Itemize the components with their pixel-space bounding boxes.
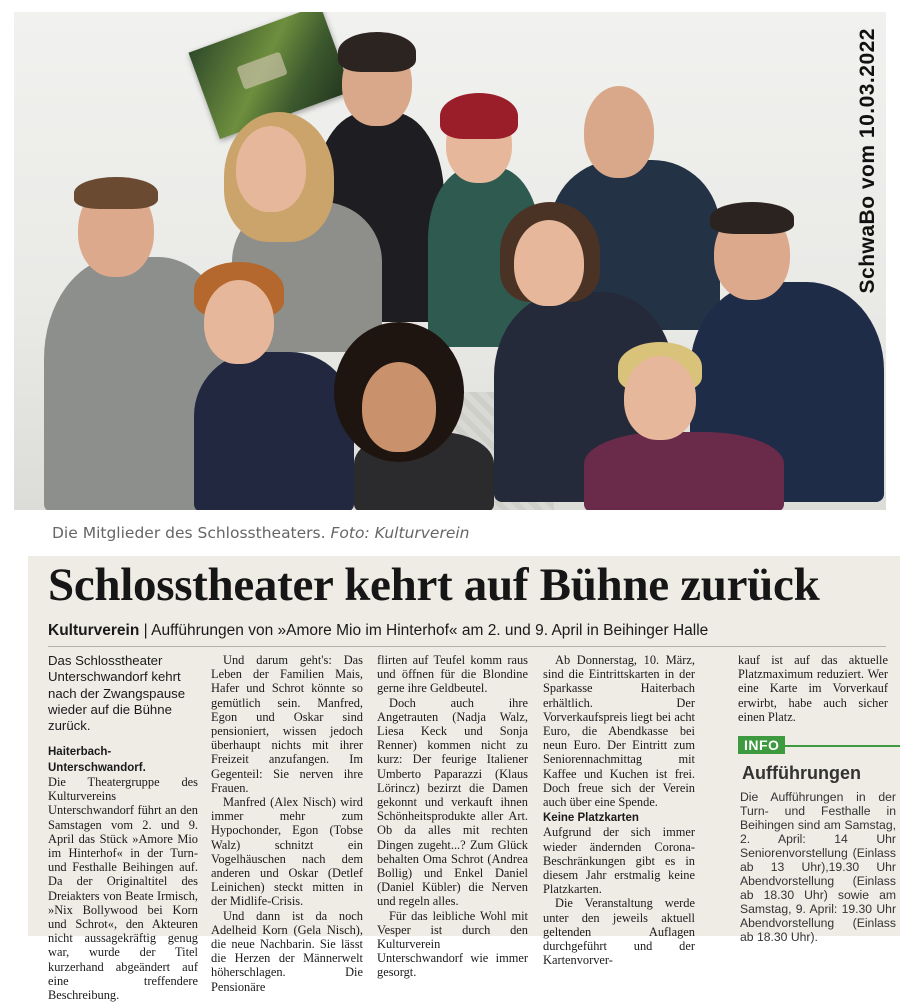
kicker-rule <box>48 646 886 647</box>
subtitle: Aufführungen von »Amore Mio im Hinterhof« am 2. und 9. April in Beihinger Halle <box>151 622 709 639</box>
column-4 <box>543 653 695 967</box>
col2-paragraph-1: Und darum geht's: Das Leben der Familien Mais, Hafer und Schrot könnte so gemütlich sein. Manfred, Egon und Oskar sind pensioniert, wissen jedoch überhaupt nichts mit ihrer Freizeit anzufangen. Im Gegenteil: Sie nerven ihre Frauen. <box>211 653 363 795</box>
info-heading: Aufführungen <box>742 763 861 783</box>
col4-paragraph-3: Die Veranstaltung werde unter den jeweils aktuell geltenden Auflagen durchgeführt und der Kartenvorver- <box>543 896 695 968</box>
info-tag: INFO <box>738 736 785 754</box>
dateline: Haiterbach-Unterschwandorf. <box>48 746 146 774</box>
column-1 <box>48 653 198 1002</box>
info-box <box>738 736 896 944</box>
photo-caption <box>52 524 470 542</box>
caption-text: Die Mitglieder des Schlosstheaters. <box>52 524 326 542</box>
lead-text: Das Schlosstheater Unterschwandorf kehrt nach der Zwangspause wieder auf die Bühne zurück. <box>48 653 186 734</box>
col3-paragraph-3: Für das leibliche Wohl mit Vesper ist durch den Kulturverein Unterschwandorf wie immer gesorgt. <box>377 908 528 980</box>
col1-text: Die Theatergruppe des Kulturvereins Unterschwandorf führt an den Samstagen vom 2. und 9. April das Stück »Amore Mio im Hinterhof« in der Turn- und Festhalle Beihingen auf. Da der Originaltitel des Dreiakters von Beate Irmisch, »Nix Bollywood bei Korn und Schrot«, den Akteuren nicht aussagekräftig genug war, wurde der Titel kurzerhand abgeändert auf eine treffendere Beschreibung. <box>48 774 198 1002</box>
group-photo <box>14 12 886 510</box>
person-woman-front-right <box>584 342 784 510</box>
col4-subheading: Keine Platzkarten <box>543 812 639 825</box>
col3-paragraph-2: Doch auch ihre Angetrauten (Nadja Walz, Liesa Keck und Sonja Renner) kommen nicht zu kurz: Der feurige Italiener Umberto Paparazzi (Klaus Lörincz) bezirzt die Damen gekonnt und verkauft ihnen Schönheitsprodukte aller Art. Ob da alles mit rechten Dingen zugeht...? Zum Glück behalten Oma Schrot (Andrea Bollig) und Enkel Daniel (Daniel Kübler) die Nerven und regeln alles. <box>377 695 528 909</box>
col4-paragraph-1: Ab Donnerstag, 10. März, sind die Eintrittskarten in der Sparkasse Haiterbach erhältlich. Der Vorverkaufspreis liegt bei acht Euro, die Abendkasse bei neun Euro. Der Eintritt zum Seniorennachmittag mit Kaffee und Kuchen ist frei. Doch freue sich der Verein auch über eine Spende. <box>543 653 695 810</box>
kicker <box>48 622 708 640</box>
person-woman-shorthair <box>184 262 354 510</box>
column-3 <box>377 653 528 980</box>
col3-paragraph-1: flirten auf Teufel komm raus und öffnen für die Blondine gerne ihre Geldbeutel. <box>377 653 528 696</box>
newspaper-clipping <box>28 556 900 1002</box>
kicker-separator: | <box>139 622 152 639</box>
col2-paragraph-2: Manfred (Alex Nisch) wird immer mehr zum Hypochonder, Egon (Tobse Walz) schnitzt ein Vogelhäuschen nach dem anderen und Oskar (Detlef Leinichen) steckt mitten in der Midlife-Crisis. <box>211 795 363 909</box>
col4-paragraph-2: Aufgrund der sich immer wieder ändernden Corona-Beschränkungen gibt es in diesem Jahr erstmalig keine Platzkarten. <box>543 825 695 897</box>
col1-paragraph <box>48 744 198 1002</box>
col2-paragraph-3: Und dann ist da noch Adelheid Korn (Gela Nisch), die neue Nachbarin. Sie lässt die Herzen der Männerwelt höherschlagen. Die Pensionäre <box>211 908 363 994</box>
info-rule <box>784 745 900 747</box>
headline: Schlosstheater kehrt auf Bühne zurück <box>48 559 820 611</box>
person-woman-curly <box>334 322 494 510</box>
column-2 <box>211 653 363 994</box>
col5-paragraph-1: kauf ist auf das aktuelle Platzmaximum reduziert. Wer eine Karte im Vorverkauf erwirbt, habe auch sicher einen Platz. <box>738 653 888 724</box>
column-5 <box>738 653 888 724</box>
caption-credit: Foto: Kulturverein <box>330 524 470 542</box>
ressort: Kulturverein <box>48 622 140 639</box>
info-body: Die Aufführungen in der Turn- und Festhalle in Beihingen sind am Samstag, 2. April: 14 Uhr Seniorenvorstellung (Einlass ab 13 Uhr),19.30 Uhr Abendvorstellung (Einlass ab 18.30 Uhr) sowie am Samstag, 9. April: 19.30 Uhr Abendvorstellung (Einlass ab 18.30 Uhr). <box>740 790 896 944</box>
date-stamp: SchwaBo vom 10.03.2022 <box>856 28 879 294</box>
